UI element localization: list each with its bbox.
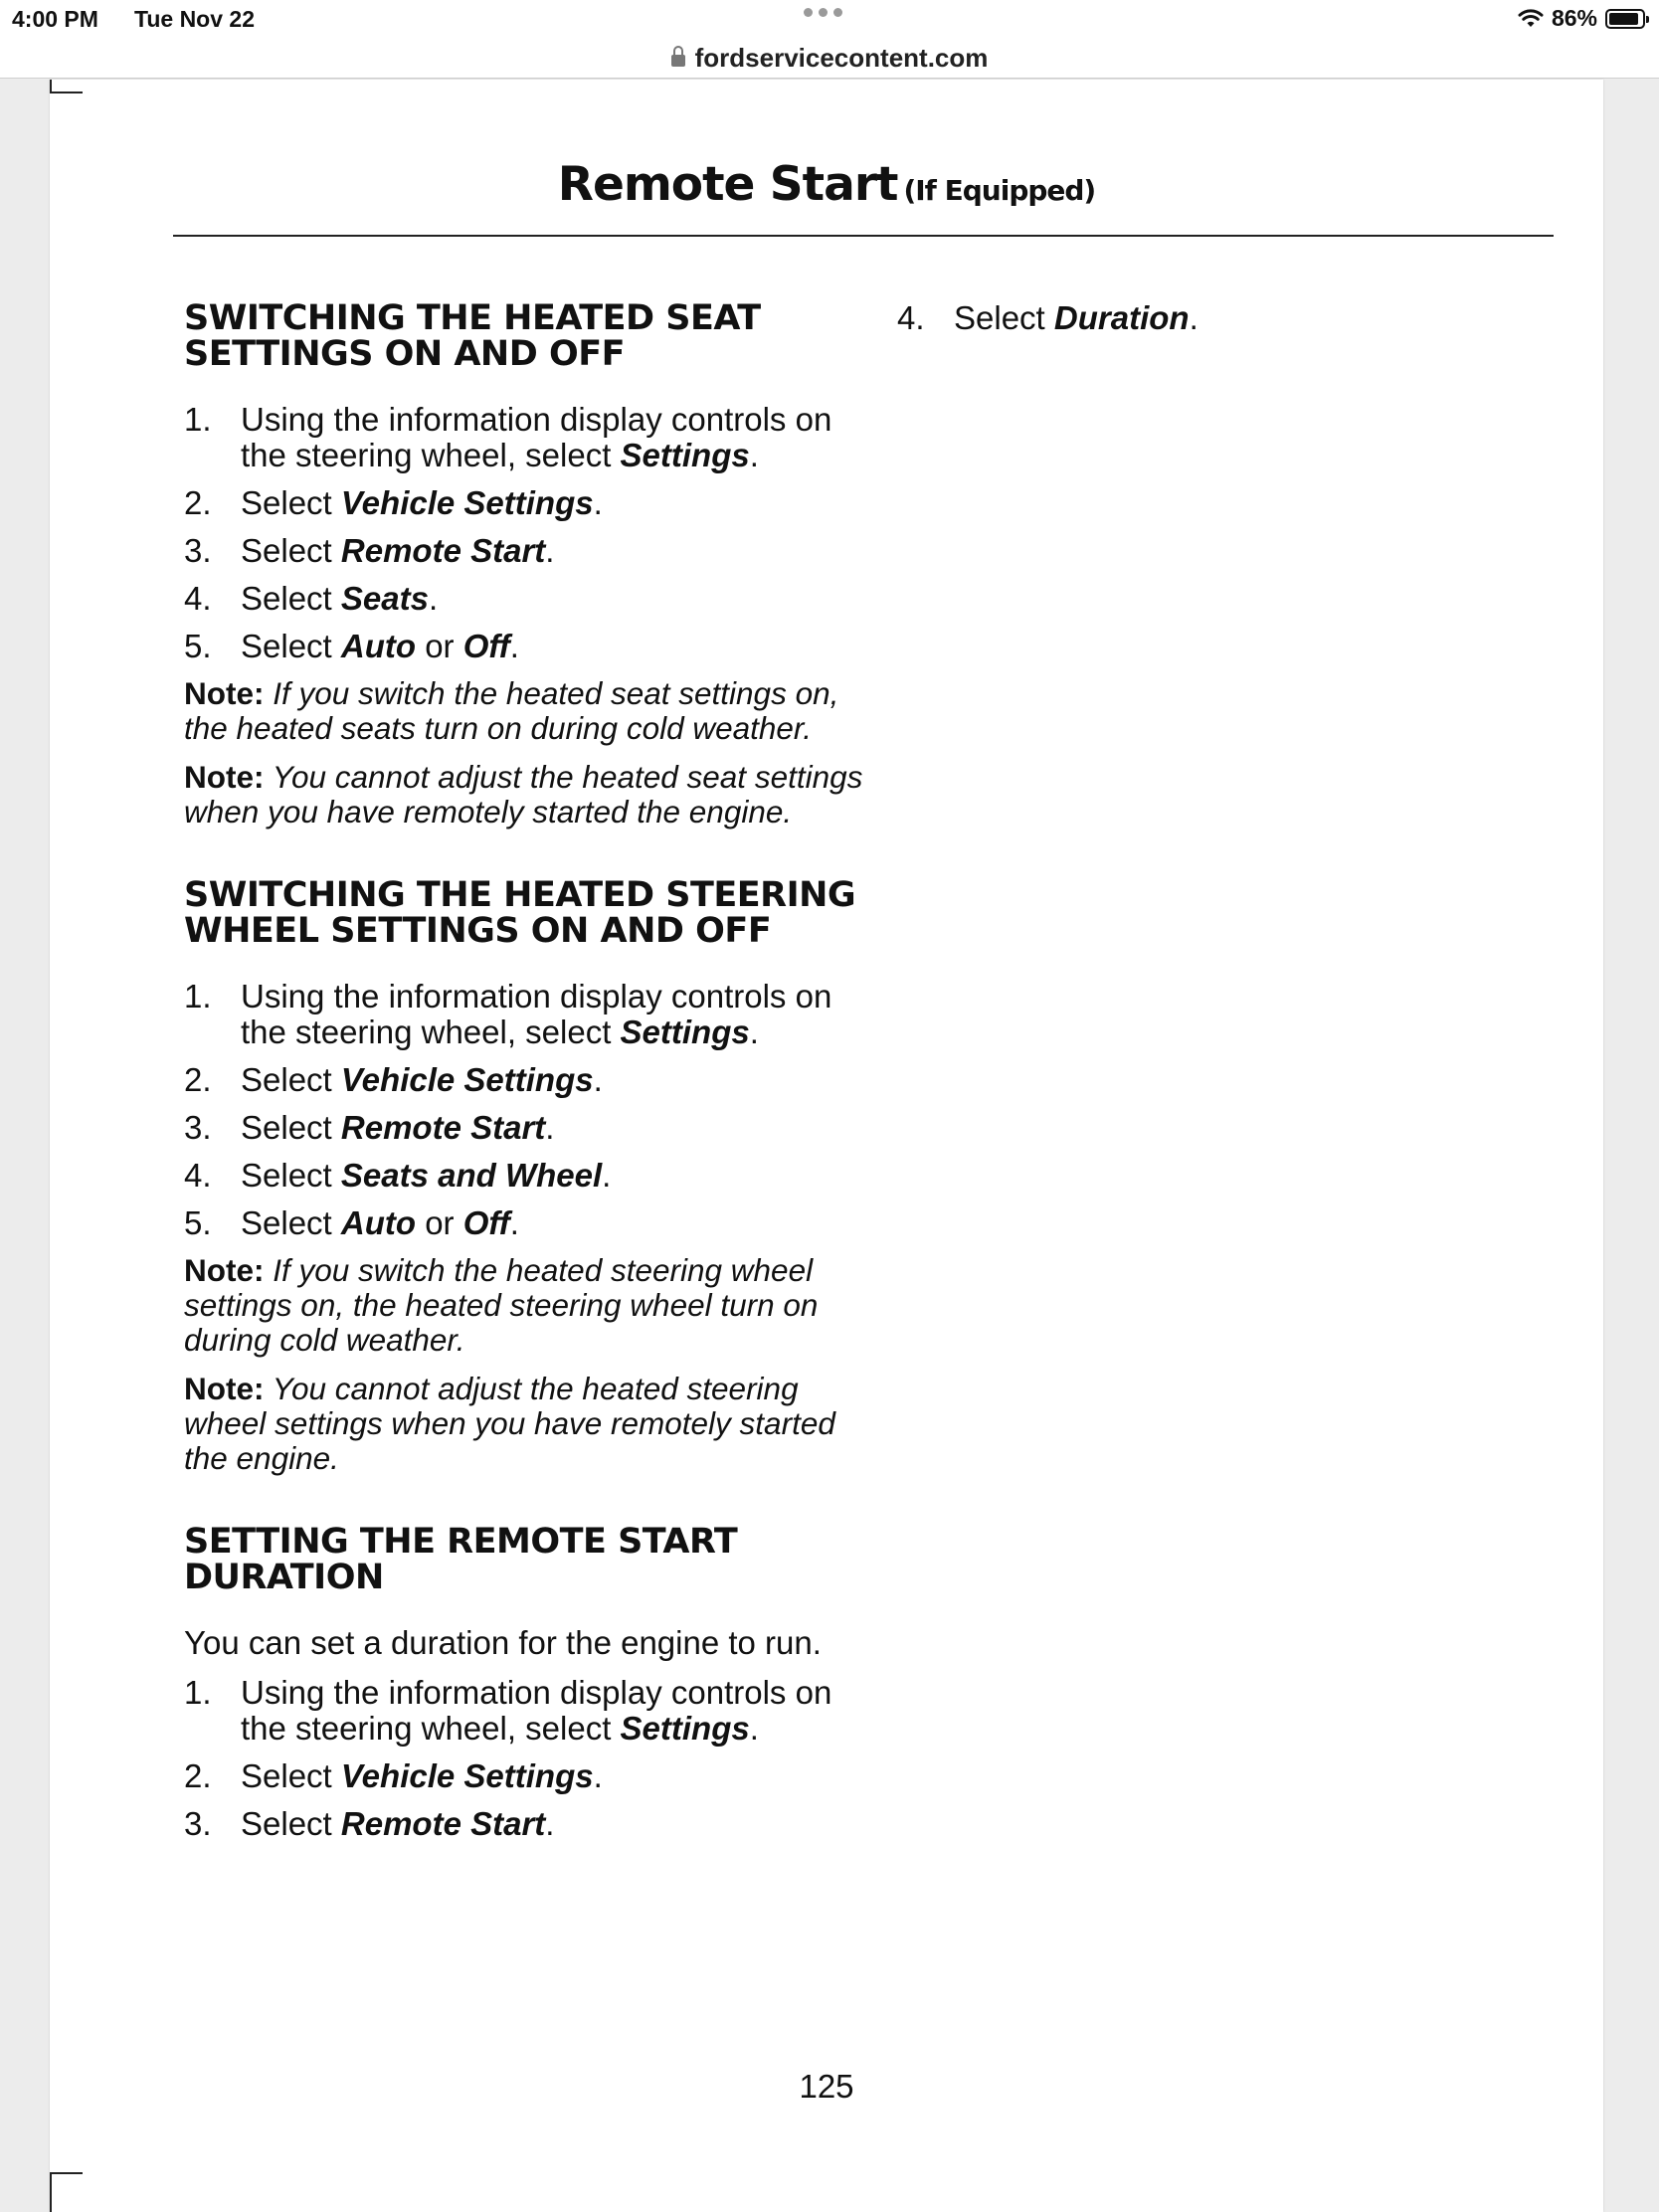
- title-suffix: (If Equipped): [903, 174, 1096, 207]
- note: Note: You cannot adjust the heated steering wheel settings when you have remotely started the engine.: [184, 1371, 835, 1476]
- steps-list: [184, 1675, 880, 1842]
- section-heading: SWITCHING THE HEATED SEAT SETTINGS ON AND OFF: [184, 298, 761, 374]
- title-divider: [173, 235, 1554, 237]
- list-item: 1. Using the information display controls on the steering wheel, select Settings.: [184, 401, 832, 473]
- note: Note: If you switch the heated steering wheel settings on, the heated steering wheel turn on during cold weather.: [184, 1252, 819, 1358]
- section-heading: SETTING THE REMOTE START DURATION: [184, 1522, 738, 1597]
- steps-list: [897, 300, 1494, 336]
- address-bar[interactable]: [0, 38, 1659, 79]
- section-heading: SWITCHING THE HEATED STEERING WHEEL SETTINGS ON AND OFF: [184, 875, 856, 951]
- list-item: 1. Using the information display controls on the steering wheel, select Settings.: [184, 1674, 832, 1747]
- list-item: 3. Select Remote Start.: [184, 1109, 555, 1146]
- list-item: 2. Select Vehicle Settings.: [184, 1061, 603, 1098]
- page-number: 125: [799, 2068, 854, 2105]
- list-item: 5. Select Auto or Off.: [184, 1204, 519, 1241]
- crop-mark: [50, 2172, 83, 2212]
- page-title: [50, 157, 1603, 212]
- right-column: [897, 300, 1494, 348]
- title-text: Remote Start: [557, 157, 898, 212]
- list-item: 3. Select Remote Start.: [184, 532, 555, 569]
- steps-list: [184, 979, 880, 1241]
- list-item: 1. Using the information display controls on the steering wheel, select Settings.: [184, 978, 832, 1050]
- status-bar: [0, 0, 1659, 38]
- list-item: 2. Select Vehicle Settings.: [184, 484, 603, 521]
- pdf-page: [50, 80, 1603, 2212]
- status-date: Tue Nov 22: [134, 6, 255, 32]
- wifi-icon: [1518, 9, 1544, 29]
- list-item: 5. Select Auto or Off.: [184, 628, 519, 664]
- list-item: 4. Select Seats.: [184, 580, 439, 617]
- note: Note: You cannot adjust the heated seat settings when you have remotely started the engine.: [184, 759, 863, 830]
- list-item: 4. Select Seats and Wheel.: [184, 1157, 612, 1194]
- left-column: [184, 300, 880, 1854]
- list-item: 4. Select Duration.: [897, 299, 1198, 336]
- lock-icon: [671, 55, 685, 67]
- section-intro: You can set a duration for the engine to run.: [184, 1624, 822, 1661]
- crop-mark: [50, 80, 83, 93]
- list-item: 2. Select Vehicle Settings.: [184, 1757, 603, 1794]
- steps-list: [184, 402, 880, 664]
- status-time: 4:00 PM: [12, 6, 98, 32]
- list-item: 3. Select Remote Start.: [184, 1805, 555, 1842]
- note: Note: If you switch the heated seat settings on, the heated seats turn on during cold weather.: [184, 675, 839, 746]
- status-indicators: [1518, 5, 1645, 32]
- battery-icon: [1605, 9, 1645, 29]
- multitasking-dots-icon[interactable]: [804, 8, 842, 17]
- url-text[interactable]: fordservicecontent.com: [694, 42, 989, 73]
- battery-percent: 86%: [1551, 5, 1597, 31]
